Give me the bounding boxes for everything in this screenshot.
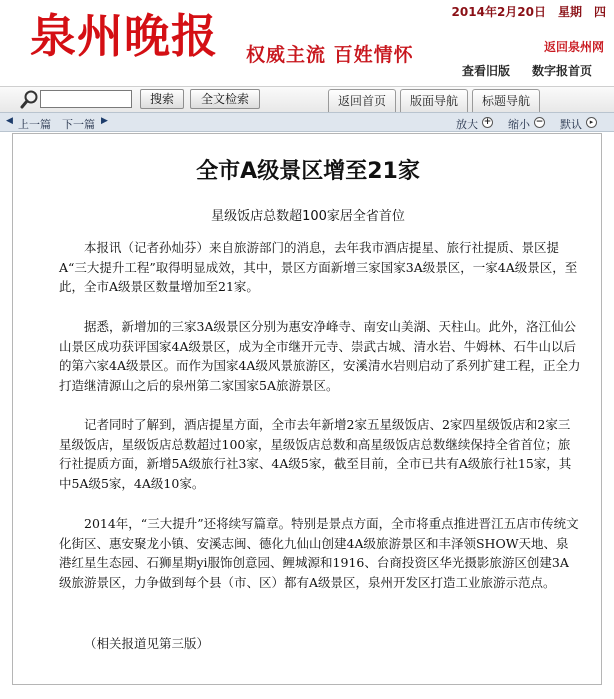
article-subheadline: 星级饭店总数超100家居全省首位 [211,209,405,224]
article-toolbar [0,112,614,132]
next-article-link[interactable]: 下一篇 [62,118,95,131]
related-report-note: （相关报道见第三版） [84,636,210,651]
article-paragraph: 2014年，“三大提升”还将续写篇章。特别是景点方面，全市将重点推进晋江五店市传统文化街区、惠安聚龙小镇、安溪志闽、德化九仙山创建4A级旅游景区和丰泽领SHOW天地、泉港红星生态园、石狮星期yi服饰创意园、鲤城源和1916、台商投资区华光摄影旅游区创建3A级旅游景区，力争做到每个县（市、区）都有A级景区，泉州开发区打造工业旅游示范点。 [59,516,579,590]
article-paragraph: 本报讯（记者孙灿芬）来自旅游部门的消息，去年我市酒店提星、旅行社提质、景区提A“三大提升工程”取得明显成效，其中，景区方面新增三家国家3A级景区，一家4A级景区，至此，全市A级景区数量增加至21家。 [59,240,578,294]
zoom-out-icon[interactable]: − [535,117,544,127]
article-paragraph: 据悉，新增加的三家3A级景区分别为惠安净峰寺、南安山美湖、天柱山。此外，洛江仙公山景区成功获评国家4A级景区，成为全市继开元寺、崇武古城、清水岩、牛姆林、石牛山以后的第六家4A级景区。而作为国家4A级风景旅游区，安溪清水岩则启动了系列扩建工程，正全力打造继清源山之后的泉州第二家国家5A旅游景区。 [59,319,581,393]
newspaper-slogan: 权威主流 百姓情怀 [246,44,414,66]
newspaper-logo: 泉州晚报 [30,9,218,63]
issue-date: 2014年2月20日 星期 四 [451,5,606,19]
article-paragraph: 记者同时了解到，酒店提星方面，全市去年新增2家五星级饭店、2家四星级饭店和2家三星级饭店，星级饭店总数超过100家，星级饭店总数和高星级饭店总数继续保持全省首位；旅行社提质方面，新增5A级旅行社3家、4A级5家，截至目前，全市已共有A级旅行社15家，其中5A级5家，4A级10家。 [59,417,572,491]
old-issues-link[interactable]: 查看旧版 [462,64,511,78]
prev-article-link[interactable]: 上一篇 [18,118,51,131]
back-to-quanzhou-link[interactable]: 返回泉州网 [543,40,604,54]
tab-title-navigation[interactable]: 标题导航 [472,89,540,113]
masthead [0,0,614,86]
tab-page-navigation[interactable]: 版面导航 [400,89,468,113]
search-input[interactable] [40,90,132,108]
zoom-out-label[interactable]: 缩小 [508,118,530,131]
digital-paper-home-link[interactable]: 数字报首页 [532,64,593,78]
article-panel [12,133,602,685]
zoom-in-label[interactable]: 放大 [456,118,478,131]
arrow-left-icon[interactable]: ◀ [6,116,13,126]
default-size-label[interactable]: 默认 [560,118,582,131]
arrow-right-icon[interactable]: ▶ [101,116,108,126]
tab-back-home[interactable]: 返回首页 [328,89,396,113]
article-headline: 全市A级景区增至21家 [196,159,420,184]
fulltext-search-button[interactable]: 全文检索 [190,89,260,109]
default-size-icon[interactable]: ▸ [586,117,597,128]
search-button[interactable]: 搜索 [140,89,184,109]
search-bar [0,86,614,112]
magnifier-icon [20,89,40,109]
zoom-in-icon[interactable]: + [483,117,492,127]
